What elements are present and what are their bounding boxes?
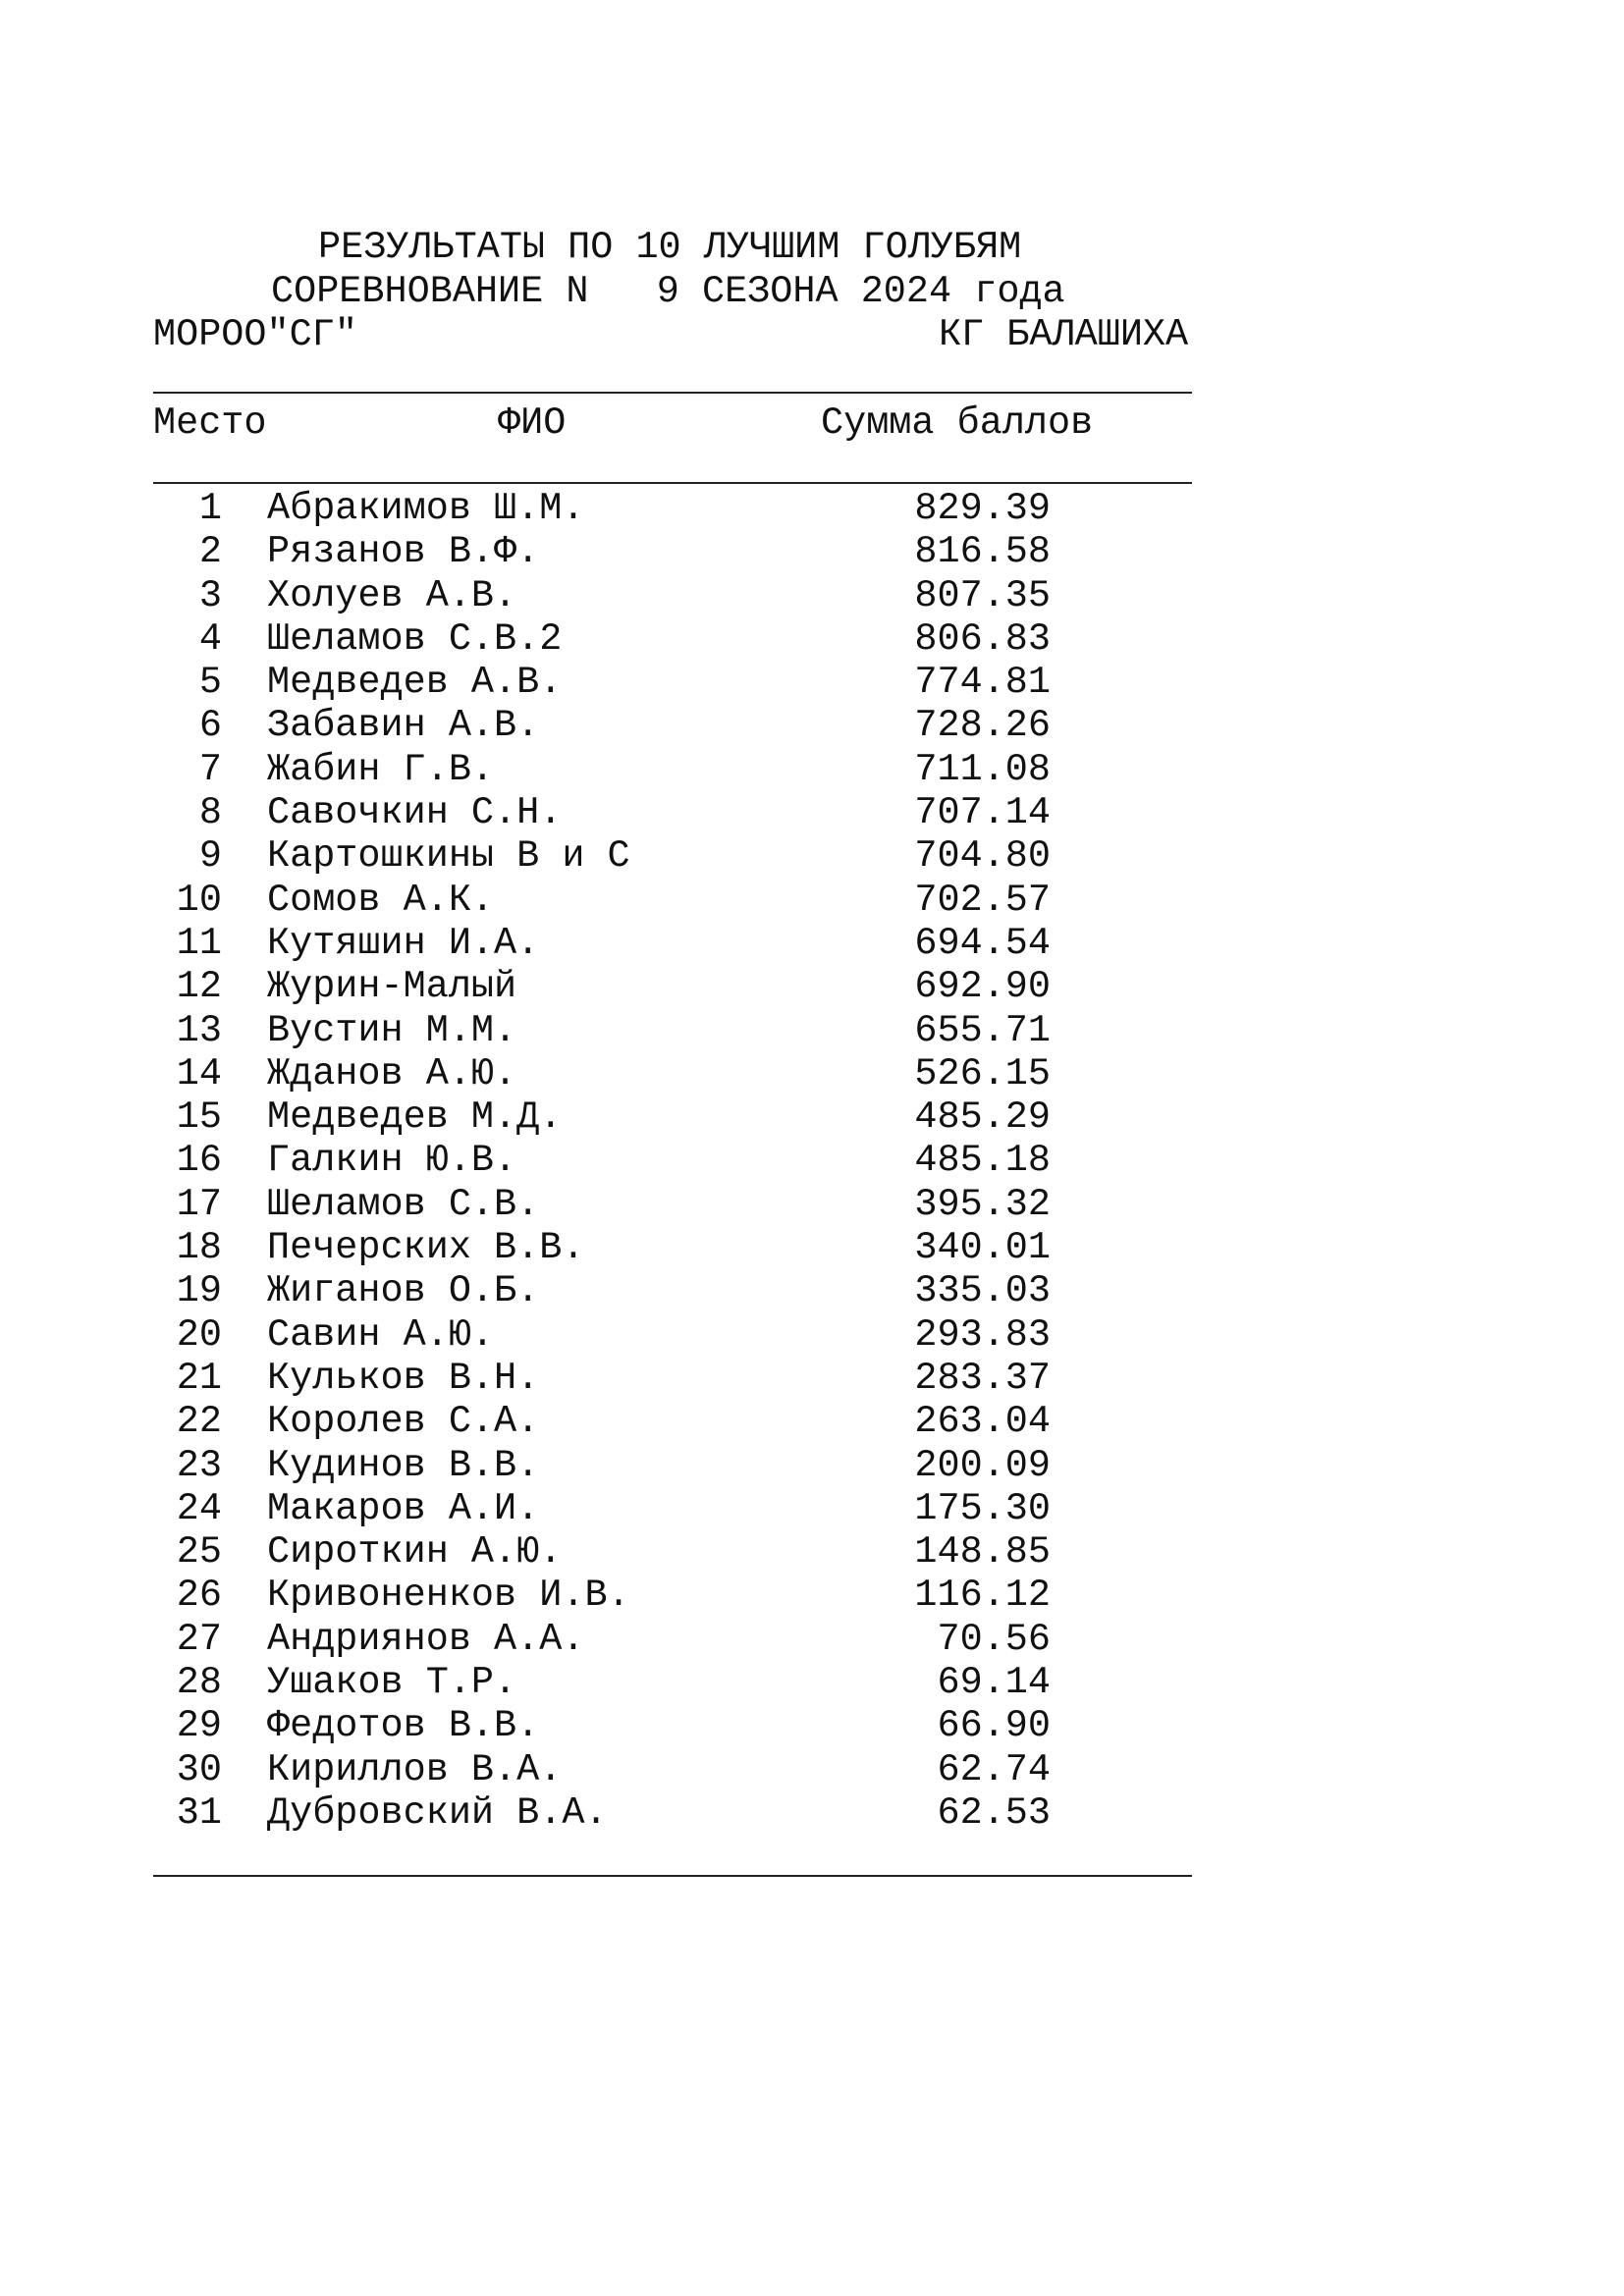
- row-name: Кудинов В.В.: [267, 1443, 540, 1487]
- row-score: 293.83: [914, 1312, 1051, 1357]
- table-row: [0, 1139, 1624, 1182]
- row-score: 728.26: [914, 704, 1051, 748]
- row-name: Макаров А.И.: [267, 1486, 540, 1530]
- organization-name: МОРОО"СГ": [153, 313, 357, 356]
- row-place: 30: [176, 1747, 222, 1791]
- row-place: 5: [198, 661, 222, 705]
- row-place: 9: [198, 834, 222, 879]
- report-subtitle: СОРЕВНОВАНИЕ N 9 СЕЗОНА 2024 года: [271, 270, 1065, 313]
- row-name: Галкин Ю.В.: [267, 1139, 517, 1183]
- row-name: Кутяшин И.А.: [267, 921, 540, 965]
- row-score: 263.04: [914, 1400, 1051, 1444]
- row-score: 807.35: [914, 573, 1051, 617]
- row-score: 806.83: [914, 616, 1051, 661]
- row-place: 10: [176, 878, 222, 922]
- row-name: Андриянов А.А.: [267, 1617, 585, 1661]
- row-place: 18: [176, 1226, 222, 1270]
- table-row: [0, 1183, 1624, 1226]
- table-row: [0, 1791, 1624, 1835]
- row-place: 23: [176, 1443, 222, 1487]
- row-place: 4: [198, 616, 222, 661]
- row-place: 15: [176, 1095, 222, 1140]
- header-divider: [153, 482, 1192, 484]
- row-place: 22: [176, 1400, 222, 1444]
- table-row: [0, 879, 1624, 922]
- table-row: [0, 1530, 1624, 1574]
- row-place: 27: [176, 1617, 222, 1661]
- row-place: 2: [198, 530, 222, 574]
- row-place: 3: [198, 573, 222, 617]
- table-row: [0, 1574, 1624, 1617]
- table-row: [0, 791, 1624, 834]
- row-score: 829.39: [914, 487, 1051, 530]
- row-name: Ушаков Т.Р.: [267, 1661, 517, 1705]
- table-row: [0, 574, 1624, 617]
- row-score: 655.71: [914, 1008, 1051, 1052]
- row-score: 395.32: [914, 1182, 1051, 1226]
- row-name: Савочкин С.Н.: [267, 791, 563, 835]
- row-place: 14: [176, 1051, 222, 1095]
- row-name: Шеламов С.В.: [267, 1182, 540, 1226]
- row-place: 20: [176, 1312, 222, 1357]
- table-row: [0, 1009, 1624, 1052]
- row-name: Медведев М.Д.: [267, 1095, 563, 1140]
- row-score: 116.12: [914, 1574, 1051, 1618]
- table-row: [0, 965, 1624, 1008]
- row-place: 13: [176, 1008, 222, 1052]
- row-name: Абракимов Ш.М.: [267, 487, 585, 530]
- row-place: 24: [176, 1486, 222, 1530]
- row-score: 694.54: [914, 921, 1051, 965]
- row-score: 485.18: [914, 1139, 1051, 1183]
- row-place: 7: [198, 747, 222, 791]
- report-title: РЕЗУЛЬТАТЫ ПО 10 ЛУЧШИМ ГОЛУБЯМ: [318, 226, 1022, 269]
- column-header-name: ФИО: [498, 401, 567, 445]
- row-score: 62.53: [937, 1790, 1051, 1835]
- row-name: Печерских В.В.: [267, 1226, 585, 1270]
- column-header-score: Сумма баллов: [821, 401, 1094, 445]
- row-name: Шеламов С.В.2: [267, 616, 563, 661]
- row-place: 8: [198, 791, 222, 835]
- row-name: Сироткин А.Ю.: [267, 1530, 563, 1575]
- column-header-place: Место: [153, 401, 267, 445]
- row-score: 485.29: [914, 1095, 1051, 1140]
- table-row: [0, 530, 1624, 573]
- row-name: Савин А.Ю.: [267, 1312, 495, 1357]
- table-row: [0, 1704, 1624, 1747]
- row-name: Забавин А.В.: [267, 704, 540, 748]
- table-row: [0, 661, 1624, 704]
- row-place: 26: [176, 1574, 222, 1618]
- row-place: 6: [198, 704, 222, 748]
- row-place: 1: [198, 487, 222, 530]
- row-name: Федотов В.В.: [267, 1704, 540, 1748]
- table-row: [0, 1748, 1624, 1791]
- table-row: [0, 1487, 1624, 1530]
- table-row: [0, 834, 1624, 878]
- row-place: 11: [176, 921, 222, 965]
- row-score: 707.14: [914, 791, 1051, 835]
- row-place: 17: [176, 1182, 222, 1226]
- row-score: 340.01: [914, 1226, 1051, 1270]
- row-score: 526.15: [914, 1051, 1051, 1095]
- row-score: 283.37: [914, 1356, 1051, 1400]
- table-row: [0, 1444, 1624, 1487]
- row-name: Королев С.А.: [267, 1400, 540, 1444]
- row-place: 19: [176, 1269, 222, 1313]
- row-name: Медведев А.В.: [267, 661, 563, 705]
- row-name: Дубровский В.А.: [267, 1790, 608, 1835]
- row-score: 774.81: [914, 661, 1051, 705]
- row-score: 175.30: [914, 1486, 1051, 1530]
- row-name: Кульков В.Н.: [267, 1356, 540, 1400]
- row-name: Кривоненков И.В.: [267, 1574, 630, 1618]
- table-row: [0, 1661, 1624, 1704]
- top-divider: [153, 392, 1192, 394]
- row-name: Жиганов О.Б.: [267, 1269, 540, 1313]
- row-score: 702.57: [914, 878, 1051, 922]
- row-name: Жданов А.Ю.: [267, 1051, 517, 1095]
- row-name: Картошкины В и С: [267, 834, 630, 879]
- row-score: 200.09: [914, 1443, 1051, 1487]
- row-name: Вустин М.М.: [267, 1008, 517, 1052]
- row-score: 148.85: [914, 1530, 1051, 1575]
- row-score: 692.90: [914, 965, 1051, 1009]
- table-row: [0, 1226, 1624, 1269]
- table-row: [0, 1052, 1624, 1095]
- row-score: 704.80: [914, 834, 1051, 879]
- table-row: [0, 1618, 1624, 1661]
- row-place: 12: [176, 965, 222, 1009]
- row-place: 21: [176, 1356, 222, 1400]
- row-name: Кириллов В.А.: [267, 1747, 563, 1791]
- row-score: 335.03: [914, 1269, 1051, 1313]
- bottom-divider: [153, 1875, 1192, 1877]
- row-name: Жабин Г.В.: [267, 747, 495, 791]
- row-place: 16: [176, 1139, 222, 1183]
- row-score: 66.90: [937, 1704, 1051, 1748]
- row-score: 711.08: [914, 747, 1051, 791]
- table-row: [0, 704, 1624, 747]
- row-name: Сомов А.К.: [267, 878, 495, 922]
- row-score: 69.14: [937, 1661, 1051, 1705]
- row-place: 31: [176, 1790, 222, 1835]
- table-row: [0, 922, 1624, 965]
- row-score: 70.56: [937, 1617, 1051, 1661]
- row-place: 29: [176, 1704, 222, 1748]
- row-name: Холуев А.В.: [267, 573, 517, 617]
- table-row: [0, 1313, 1624, 1357]
- row-place: 28: [176, 1661, 222, 1705]
- table-row: [0, 617, 1624, 661]
- table-row: [0, 487, 1624, 530]
- row-name: Рязанов В.Ф.: [267, 530, 540, 574]
- club-name: КГ БАЛАШИХА: [939, 313, 1189, 356]
- results-table-body: [0, 487, 1624, 1835]
- row-score: 62.74: [937, 1747, 1051, 1791]
- table-row: [0, 1269, 1624, 1312]
- row-place: 25: [176, 1530, 222, 1575]
- table-row: [0, 748, 1624, 791]
- table-row: [0, 1400, 1624, 1443]
- table-row: [0, 1095, 1624, 1139]
- row-score: 816.58: [914, 530, 1051, 574]
- row-name: Журин-Малый: [267, 965, 517, 1009]
- table-row: [0, 1357, 1624, 1400]
